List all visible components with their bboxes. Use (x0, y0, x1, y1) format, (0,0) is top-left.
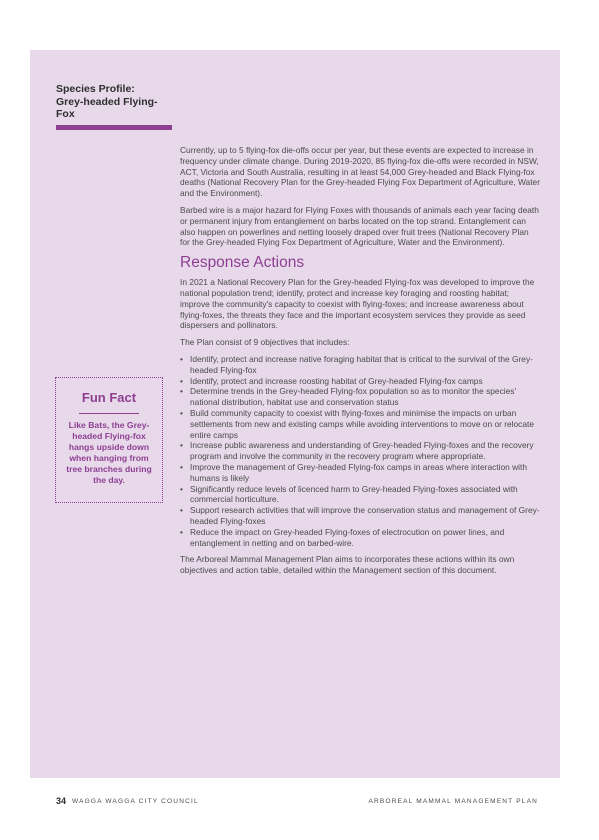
profile-line-1: Species Profile: (56, 83, 135, 95)
fun-fact-box (55, 377, 163, 503)
list-item: • Reduce the impact on Grey-headed Flying-foxes of electrocution on power lines, and entanglement in netting and on barbed-wire. (190, 527, 540, 549)
paragraph-amp: The Arboreal Mammal Management Plan aims to incorporates these actions within its own objectives and action table, detailed within the Management section of this document. (180, 554, 515, 576)
list-item: • Identify, protect and increase roosting habitat of Grey-headed Flying-fox camps (190, 376, 540, 387)
list-item: • Support research activities that will improve the conservation status and management of Grey-headed Flying-foxes (190, 505, 540, 527)
main-body (180, 145, 540, 582)
profile-line-2: Grey-headed Flying-Fox (56, 95, 158, 120)
list-item: • Determine trends in the Grey-headed Flying-fox population so as to monitor the species' national distribution, habitat use and conservation status (190, 386, 540, 408)
paragraph-die-offs: Currently, up to 5 flying-fox die-offs occur per year, but these events are expected to increase in frequency under climate change. During 2019-2020, 85 flying-fox die-offs were recorded in NSW, ACT, Victoria and South Australia, resulting in at least 54,000 Grey-headed and Black Flying-fox deaths (National Recovery Plan for the Grey-headed Flying Fox Department of Agriculture, Water and the Environment). (180, 145, 540, 199)
footer-council-name: WAGGA WAGGA CITY COUNCIL (72, 798, 199, 805)
paragraph-barbed-wire: Barbed wire is a major hazard for Flying Foxes with thousands of animals each year facing death or permanent injury from entanglement on barbs located on the top strand. Entanglement can also happen on powerlines and netting loosely draped over fruit trees (National Recovery Plan for the Grey-headed Flying Fox Department of Agriculture, Water and the Environment). (180, 204, 539, 248)
fun-fact-text: Like Bats, the Grey-headed Flying-fox hangs upside down when hanging from tree branches during the day. (66, 420, 152, 485)
list-item: • Increase public awareness and understanding of Grey-headed Flying-foxes and the recovery program and involve the community in the recovery program where appropriate. (190, 440, 540, 462)
list-item: • Significantly reduce levels of licenced harm to Grey-headed Flying-foxes associated with commercial horticulture. (190, 484, 540, 506)
list-item: • Build community capacity to coexist with flying-foxes and minimise the impacts on urban settlements from new and existing camps while avoiding interventions to move on or relocate entire camps (190, 408, 540, 440)
list-item: • Improve the management of Grey-headed Flying-fox camps in areas where interaction with humans is likely (190, 462, 540, 484)
paragraph-objectives-intro: The Plan consist of 9 objectives that includes: (180, 337, 350, 348)
list-item: • Identify, protect and increase native foraging habitat that is critical to the survival of the Grey-headed Flying-fox (190, 354, 540, 376)
paragraph-recovery-plan: In 2021 a National Recovery Plan for the Grey-headed Flying-fox was developed to improve the national population trend; identify, protect and increase key foraging and roosting habitat; improve the community's capacity to coexist with flying-foxes; and increase awareness about flying-foxes, the threats they face and the important ecosystem services they provide as seed dispersers and pollinators. (180, 277, 535, 331)
fun-fact-divider (79, 413, 139, 414)
profile-accent-bar (56, 125, 172, 130)
page-number: 34 (56, 796, 67, 806)
objectives-list (180, 354, 540, 548)
section-heading: Response Actions (180, 254, 305, 272)
species-profile-label (56, 83, 176, 130)
fun-fact-title: Fun Fact (81, 390, 137, 405)
footer-document-title: ARBOREAL MAMMAL MANAGEMENT PLAN (368, 798, 538, 805)
footer-left (56, 796, 199, 806)
